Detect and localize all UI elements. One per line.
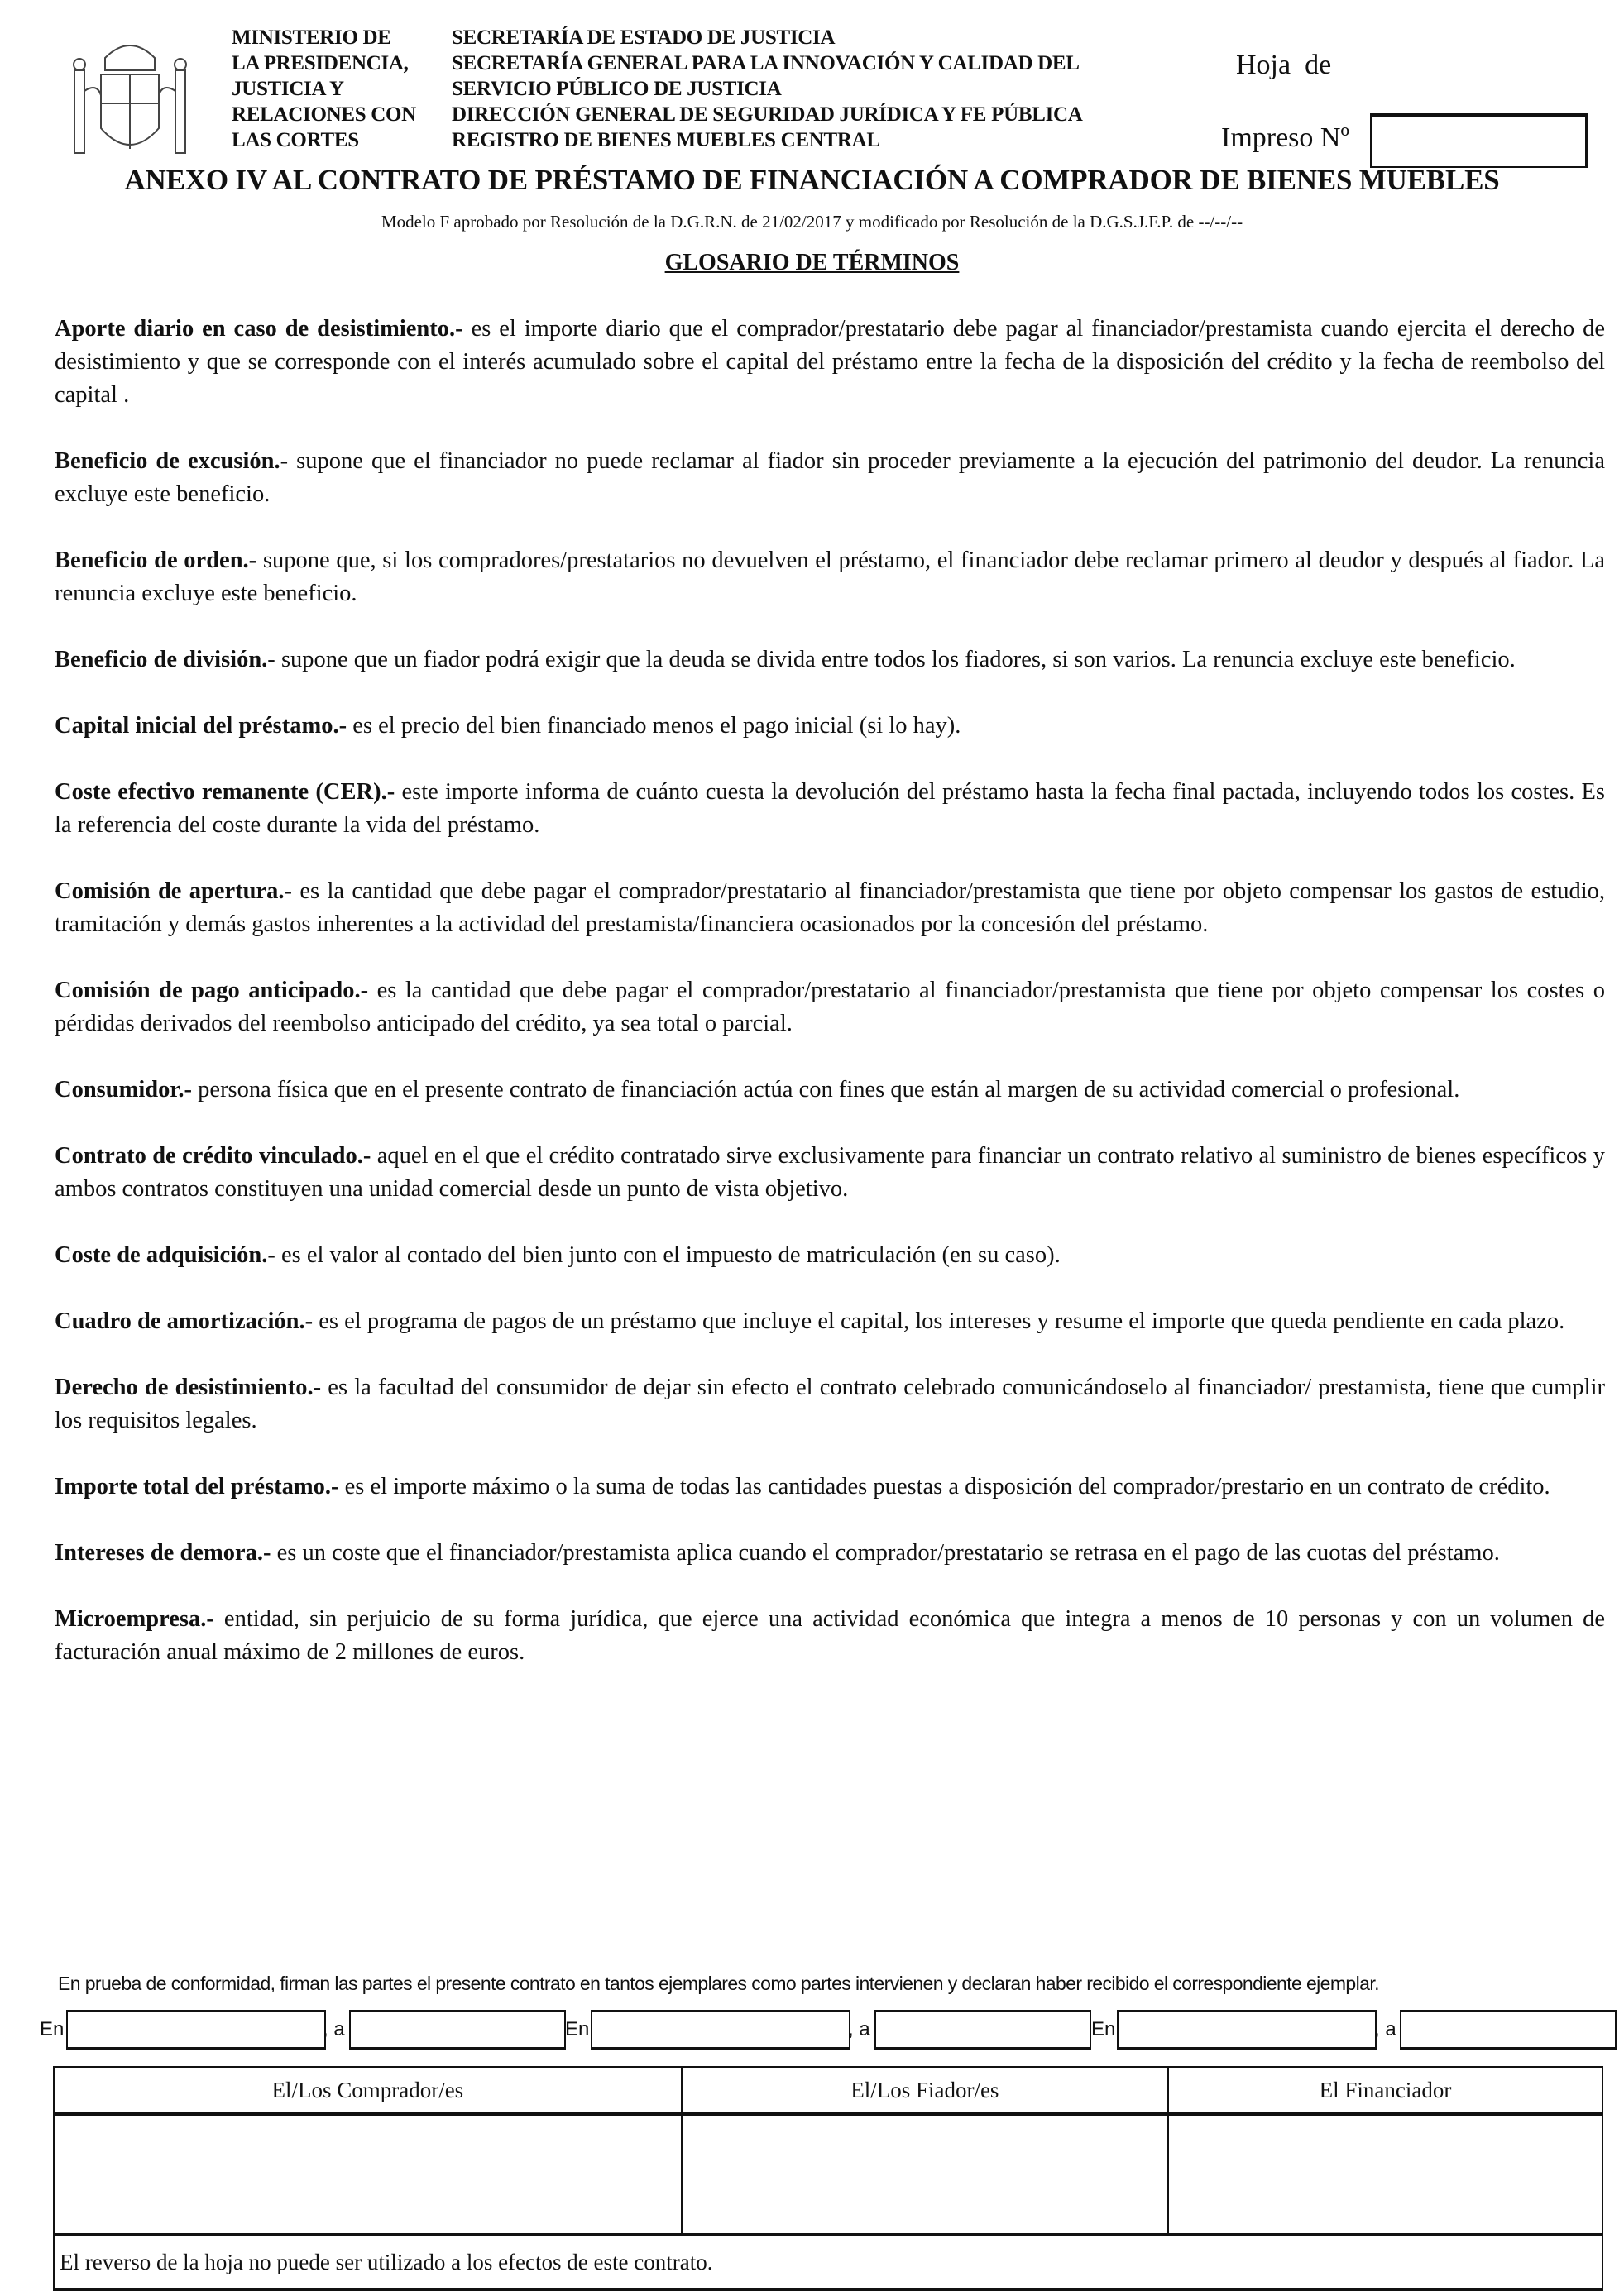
place-label: En	[40, 2018, 65, 2040]
ministry-line: MINISTERIO DE	[232, 26, 391, 49]
glossary-definition: este importe informa de cuánto cuesta la devolución del préstamo hasta la fecha final pactada, incluyendo todos los costes. Es la referencia del coste durante la vida del préstamo.	[55, 779, 1605, 838]
glossary-entry	[55, 643, 1605, 677]
glossary-term: Beneficio de división.-	[55, 647, 275, 672]
glossary-entry	[55, 710, 1605, 743]
glossary-entry	[55, 875, 1605, 941]
glossary-definition: es el precio del bien financiado menos el pago inicial (si lo hay).	[347, 713, 961, 739]
glossary-term: Derecho de desistimiento.-	[55, 1375, 322, 1400]
signature-table	[53, 2066, 1603, 2291]
buyer-signature-box[interactable]	[54, 2114, 682, 2235]
glossary-term: Comisión de apertura.-	[55, 878, 293, 904]
glossary-entry	[55, 1140, 1605, 1206]
glossary-definition: supone que, si los compradores/prestatarios no devuelven el préstamo, el financiador debe reclamar primero al deudor y después al fiador. La renuncia excluye este beneficio.	[55, 548, 1605, 606]
glossary-entry	[55, 776, 1605, 842]
glossary-entry	[55, 1239, 1605, 1272]
reverse-notice: El reverso de la hoja no puede ser utilizado a los efectos de este contrato.	[54, 2235, 1602, 2289]
signature-column-header: El Financiador	[1168, 2067, 1602, 2114]
glossary-definition: es el importe máximo o la suma de todas las cantidades puestas a disposición del comprador/prestario en un contrato de crédito.	[338, 1474, 1550, 1500]
glossary-term: Contrato de crédito vinculado.-	[55, 1143, 371, 1169]
glossary-definition: es la cantidad que debe pagar el comprador/prestatario al financiador/prestamista que tiene por objeto compensar los costes o pérdidas derivados del reembolso anticipado del crédito, ya sea total o parcial.	[55, 978, 1605, 1036]
office-line: SECRETARÍA DE ESTADO DE JUSTICIA	[452, 26, 836, 49]
glossary-definition: supone que un fiador podrá exigir que la deuda se divida entre todos los fiadores, si son varios. La renuncia excluye este beneficio.	[275, 647, 1516, 672]
glossary-entry	[55, 1305, 1605, 1338]
date-label: , a	[323, 2018, 345, 2040]
glossary-entry	[55, 445, 1605, 511]
office-line: SERVICIO PÚBLICO DE JUSTICIA	[452, 78, 782, 100]
signature-column-header: El/Los Fiador/es	[682, 2067, 1168, 2114]
form-number-label: Impreso Nº	[1221, 122, 1350, 153]
place-field-3[interactable]	[1117, 2010, 1377, 2050]
glossary-definition: es la facultad del consumidor de dejar sin efecto el contrato celebrado comunicándoselo al financiador/ prestamista, tiene que cumplir los requisitos legales.	[55, 1375, 1605, 1433]
office-line: SECRETARÍA GENERAL PARA LA INNOVACIÓN Y CALIDAD DEL	[452, 52, 1080, 74]
glossary-list	[55, 313, 1605, 1702]
form-number-field[interactable]	[1370, 113, 1588, 168]
glossary-definition: entidad, sin perjuicio de su forma jurídica, que ejerce una actividad económica que integra a menos de 10 personas y con un volumen de facturación anual máximo de 2 millones de euros.	[55, 1606, 1605, 1665]
place-field-1[interactable]	[66, 2010, 326, 2050]
ministry-line: LA PRESIDENCIA,	[232, 52, 409, 74]
glossary-entry	[55, 313, 1605, 412]
ministry-name	[232, 25, 416, 153]
glossary-definition: aquel en el que el crédito contratado sirve exclusivamente para financiar un contrato relativo al suministro de bienes específicos y ambos contratos constituyen una unidad comercial desde un punto de vista objetivo.	[55, 1143, 1605, 1202]
glossary-entry	[55, 1603, 1605, 1669]
glossary-definition: supone que el financiador no puede reclamar al fiador sin proceder previamente a la ejecución del patrimonio del deudor. La renuncia excluye este beneficio.	[55, 448, 1605, 507]
ministry-line: LAS CORTES	[232, 129, 359, 151]
sheet-label: Hoja de	[1236, 50, 1332, 80]
date-field-1[interactable]	[349, 2010, 566, 2050]
glossary-definition: es el valor al contado del bien junto con el impuesto de matriculación (en su caso).	[275, 1242, 1061, 1268]
glossary-term: Coste de adquisición.-	[55, 1242, 275, 1268]
glossary-heading	[0, 250, 1624, 276]
guarantor-signature-box[interactable]	[682, 2114, 1168, 2235]
glossary-term: Comisión de pago anticipado.-	[55, 978, 369, 1003]
document-subtitle: Modelo F aprobado por Resolución de la D.G.R.N. de 21/02/2017 y modificado por Resolución de la D.G.S.J.F.P. de --/--/--	[381, 212, 1243, 232]
glossary-term: Beneficio de excusión.-	[55, 448, 289, 474]
date-label: , a	[848, 2018, 870, 2040]
date-label: , a	[1374, 2018, 1396, 2040]
glossary-entry	[55, 1537, 1605, 1570]
coat-of-arms-emblem	[68, 33, 192, 161]
glossary-entry	[55, 1371, 1605, 1437]
glossary-entry	[55, 1074, 1605, 1107]
signature-column-header: El/Los Comprador/es	[54, 2067, 682, 2114]
office-line: DIRECCIÓN GENERAL DE SEGURIDAD JURÍDICA Y FE PÚBLICA	[452, 103, 1083, 126]
glossary-term: Beneficio de orden.-	[55, 548, 257, 573]
glossary-definition: es el programa de pagos de un préstamo que incluye el capital, los intereses y resume el importe que queda pendiente en cada plazo.	[313, 1308, 1565, 1334]
glossary-definition: persona física que en el presente contrato de financiación actúa con fines que están al margen de su actividad comercial o profesional.	[192, 1077, 1460, 1103]
glossary-entry	[55, 974, 1605, 1040]
ministry-line: JUSTICIA Y	[232, 78, 344, 100]
glossary-heading-text: GLOSARIO DE TÉRMINOS	[664, 250, 960, 275]
lender-signature-box[interactable]	[1168, 2114, 1602, 2235]
ministry-line: RELACIONES CON	[232, 103, 416, 126]
office-names	[452, 25, 1083, 153]
glossary-term: Capital inicial del préstamo.-	[55, 713, 347, 739]
document-title: ANEXO IV AL CONTRATO DE PRÉSTAMO DE FINANCIACIÓN A COMPRADOR DE BIENES MUEBLES	[124, 164, 1500, 196]
date-field-3[interactable]	[1400, 2010, 1617, 2050]
glossary-term: Microempresa.-	[55, 1606, 214, 1632]
glossary-entry	[55, 1471, 1605, 1504]
glossary-term: Importe total del préstamo.-	[55, 1474, 339, 1500]
place-label: En	[565, 2018, 590, 2040]
glossary-term: Aporte diario en caso de desistimiento.-	[55, 316, 463, 342]
glossary-term: Coste efectivo remanente (CER).-	[55, 779, 395, 805]
glossary-term: Cuadro de amortización.-	[55, 1308, 314, 1334]
conformity-text: En prueba de conformidad, firman las partes el presente contrato en tantos ejemplares como partes intervienen y declaran haber recibido el correspondiente ejemplar.	[58, 1973, 1379, 1994]
office-line: REGISTRO DE BIENES MUEBLES CENTRAL	[452, 129, 880, 151]
glossary-term: Consumidor.-	[55, 1077, 193, 1103]
place-field-2[interactable]	[591, 2010, 850, 2050]
glossary-entry	[55, 544, 1605, 610]
glossary-definition: es el importe diario que el comprador/prestatario debe pagar al financiador/prestamista cuando ejercita el derecho de desistimiento y que se corresponde con el interés acumulado sobre el capital del préstamo entre la fecha de la disposición del crédito y la fecha de reembolso del capital .	[55, 316, 1606, 408]
glossary-term: Intereses de demora.-	[55, 1540, 271, 1566]
place-label: En	[1091, 2018, 1116, 2040]
glossary-definition: es un coste que el financiador/prestamista aplica cuando el comprador/prestatario se retrasa en el pago de las cuotas del préstamo.	[271, 1540, 1500, 1566]
date-field-2[interactable]	[874, 2010, 1091, 2050]
glossary-definition: es la cantidad que debe pagar el comprador/prestatario al financiador/prestamista que tiene por objeto compensar los gastos de estudio, tramitación y demás gastos inherentes a la actividad del prestamista/financiera ocasionados por la concesión del préstamo.	[55, 878, 1605, 937]
